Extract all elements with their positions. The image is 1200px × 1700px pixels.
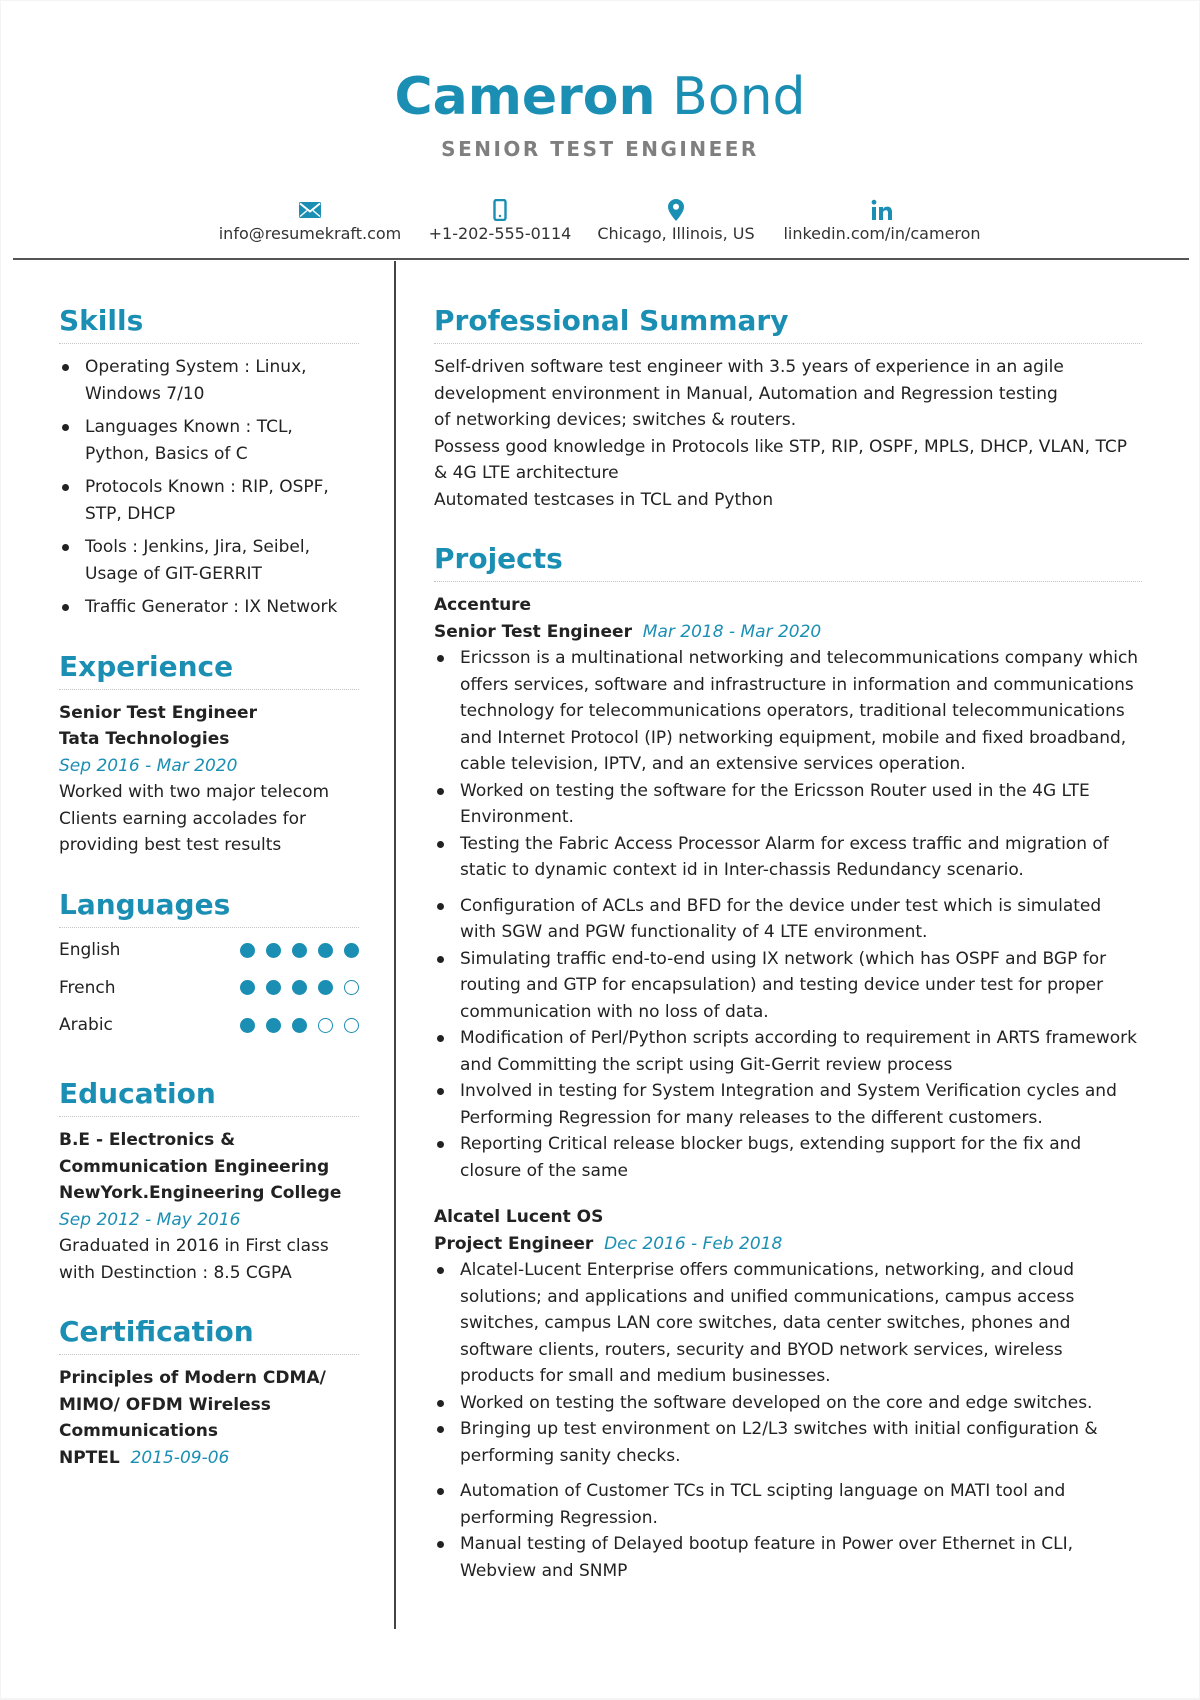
languages-section [59,885,359,1045]
language-name: English [59,940,121,960]
certification-issuer-line [59,1445,359,1472]
project-role: Project Engineer [434,1233,594,1254]
summary-heading: Professional Summary [434,301,1142,344]
project-bullet: Worked on testing the software for the Ericsson Router used in the 4G LTE Environment. [434,778,1142,831]
contact-location [571,197,781,243]
rating-dot-filled [318,943,333,958]
project-bullets [434,645,1142,1184]
skill-item: Tools : Jenkins, Jira, Seibel, Usage of GIT-GERRIT [59,534,359,587]
project-dates: Mar 2018 - Mar 2020 [642,621,822,642]
project-entry [434,592,1142,1184]
header-divider [13,258,1189,260]
right-column [434,301,1142,1584]
education-dates: Sep 2012 - May 2016 [59,1209,241,1230]
rating-dot-filled [266,980,281,995]
skill-item: Protocols Known : RIP, OSPF, STP, DHCP [59,474,359,527]
rating-dot-filled [240,980,255,995]
project-bullet: Modification of Perl/Python scripts according to requirement in ARTS framework and Committing the script using Git-Gerrit review process [434,1025,1142,1078]
certification-name: Principles of Modern CDMA/ MIMO/ OFDM Wireless Communications [59,1368,326,1441]
language-rating [240,943,359,958]
linkedin-icon [777,197,987,223]
education-heading: Education [59,1074,359,1117]
project-bullet: Simulating traffic end-to-end using IX network (which has OSPF and BGP for routing and GTP for encapsulation) and testing device under test for proper communication with no loss of data. [434,946,1142,1026]
language-name: French [59,977,116,998]
email-text: info@resumekraft.com [218,224,402,243]
project-company: Alcatel Lucent OS [434,1207,604,1227]
skills-list [59,354,359,621]
skill-item: Languages Known : TCL, Python, Basics of C [59,414,359,467]
skill-item: Traffic Generator : IX Network [59,594,359,621]
location-text: Chicago, Illinois, US [597,224,755,243]
rating-dot-filled [292,943,307,958]
language-row [59,1007,359,1045]
education-section [59,1074,359,1286]
column-divider [394,261,396,1629]
linkedin-text: linkedin.com/in/cameron [783,224,981,243]
experience-description: Worked with two major telecom Clients earning accolades for providing best test results [59,782,330,855]
rating-dot-filled [240,1018,255,1033]
education-degree: B.E - Electronics & Communication Engineering [59,1130,330,1177]
experience-role: Senior Test Engineer [59,702,257,723]
experience-section [59,647,359,859]
projects-heading: Projects [434,539,1142,582]
education-description: Graduated in 2016 in First class with Destinction : 8.5 CGPA [59,1236,329,1283]
project-entry [434,1204,1142,1584]
certification-heading: Certification [59,1312,359,1355]
project-bullet: Automation of Customer TCs in TCL scipting language on MATI tool and performing Regression. [434,1478,1142,1531]
languages-heading: Languages [59,885,359,928]
projects-section [434,539,1142,1584]
rating-dot-filled [318,980,333,995]
rating-dot-filled [266,943,281,958]
skill-item: Operating System : Linux, Windows 7/10 [59,354,359,407]
rating-dot-filled [344,943,359,958]
rating-dot-filled [292,980,307,995]
summary-line: Possess good knowledge in Protocols like STP, RIP, OSPF, MPLS, DHCP, VLAN, TCP & 4G LTE architecture [434,436,1127,483]
first-name: Cameron [394,67,656,127]
project-role: Senior Test Engineer [434,621,632,642]
summary-line: Automated testcases in TCL and Python [434,489,774,510]
project-bullet: Configuration of ACLs and BFD for the device under test which is simulated with SGW and PGW functionality of 4 LTE environment. [434,893,1142,946]
experience-dates: Sep 2016 - Mar 2020 [59,755,238,776]
project-bullet: Alcatel-Lucent Enterprise offers communications, networking, and cloud solutions; and applications and unified communications, campus access switches, campus LAN core switches, data center switches, phones and software clients, routers, security and BYOD network services, wireless products for small and medium businesses. [434,1257,1142,1390]
project-bullets [434,1257,1142,1584]
map-pin-icon [571,197,781,223]
languages-list [59,932,359,1045]
skills-section [59,301,359,621]
project-bullet: Testing the Fabric Access Processor Alarm for excess traffic and migration of static to dynamic context id in Inter-chassis Redundancy scenario. [434,831,1142,884]
job-title: SENIOR TEST ENGINEER [441,137,759,161]
education-school: NewYork.Engineering College [59,1183,342,1203]
project-role-line [434,619,1142,646]
resume-page [1,1,1199,1698]
contact-linkedin[interactable] [777,197,987,243]
language-row [59,969,359,1007]
experience-heading: Experience [59,647,359,690]
project-company: Accenture [434,595,532,615]
last-name: Bond [672,67,806,127]
phone-text: +1-202-555-0114 [428,224,572,243]
language-rating [240,1018,359,1033]
rating-dot-filled [292,1018,307,1033]
candidate-name [1,65,1199,129]
certification-section [59,1312,359,1471]
project-bullet: Worked on testing the software developed on the core and edge switches. [434,1390,1142,1417]
language-rating [240,980,359,995]
project-bullet: Ericsson is a multinational networking and telecommunications company which offers services, software and infrastructure in information and communications technology for telecommunications operators, traditional telecommunications and Internet Protocol (IP) networking equipment, mobile and fixed broadband, cable television, IPTV, and an extensive services operation. [434,645,1142,778]
summary-line: Self-driven software test engineer with 3.5 years of experience in an agile development environment in Manual, Automation and Regression testing of networking devices; switches & routers. [434,357,1064,430]
left-column [59,301,359,1471]
rating-dot-empty [318,1018,333,1033]
project-bullet: Involved in testing for System Integration and System Verification cycles and Performing Regression for many releases to the different customers. [434,1078,1142,1131]
certification-issuer: NPTEL [59,1447,120,1468]
project-dates: Dec 2016 - Feb 2018 [604,1233,783,1254]
project-bullet: Manual testing of Delayed bootup feature in Power over Ethernet in CLI, Webview and SNMP [434,1531,1142,1584]
rating-dot-filled [240,943,255,958]
rating-dot-filled [266,1018,281,1033]
rating-dot-empty [344,1018,359,1033]
project-role-line [434,1231,1142,1258]
project-bullet: Reporting Critical release blocker bugs, extending support for the fix and closure of the same [434,1131,1142,1184]
certification-date: 2015-09-06 [130,1447,230,1468]
summary-section [434,301,1142,513]
resume-header [1,1,1199,260]
language-row [59,932,359,970]
rating-dot-empty [344,980,359,995]
envelope-icon [205,197,415,223]
experience-company: Tata Technologies [59,729,230,749]
skills-heading: Skills [59,301,359,344]
language-name: Arabic [59,1015,113,1035]
contact-email[interactable] [205,197,415,243]
project-bullet: Bringing up test environment on L2/L3 switches with initial configuration & performing sanity checks. [434,1416,1142,1469]
